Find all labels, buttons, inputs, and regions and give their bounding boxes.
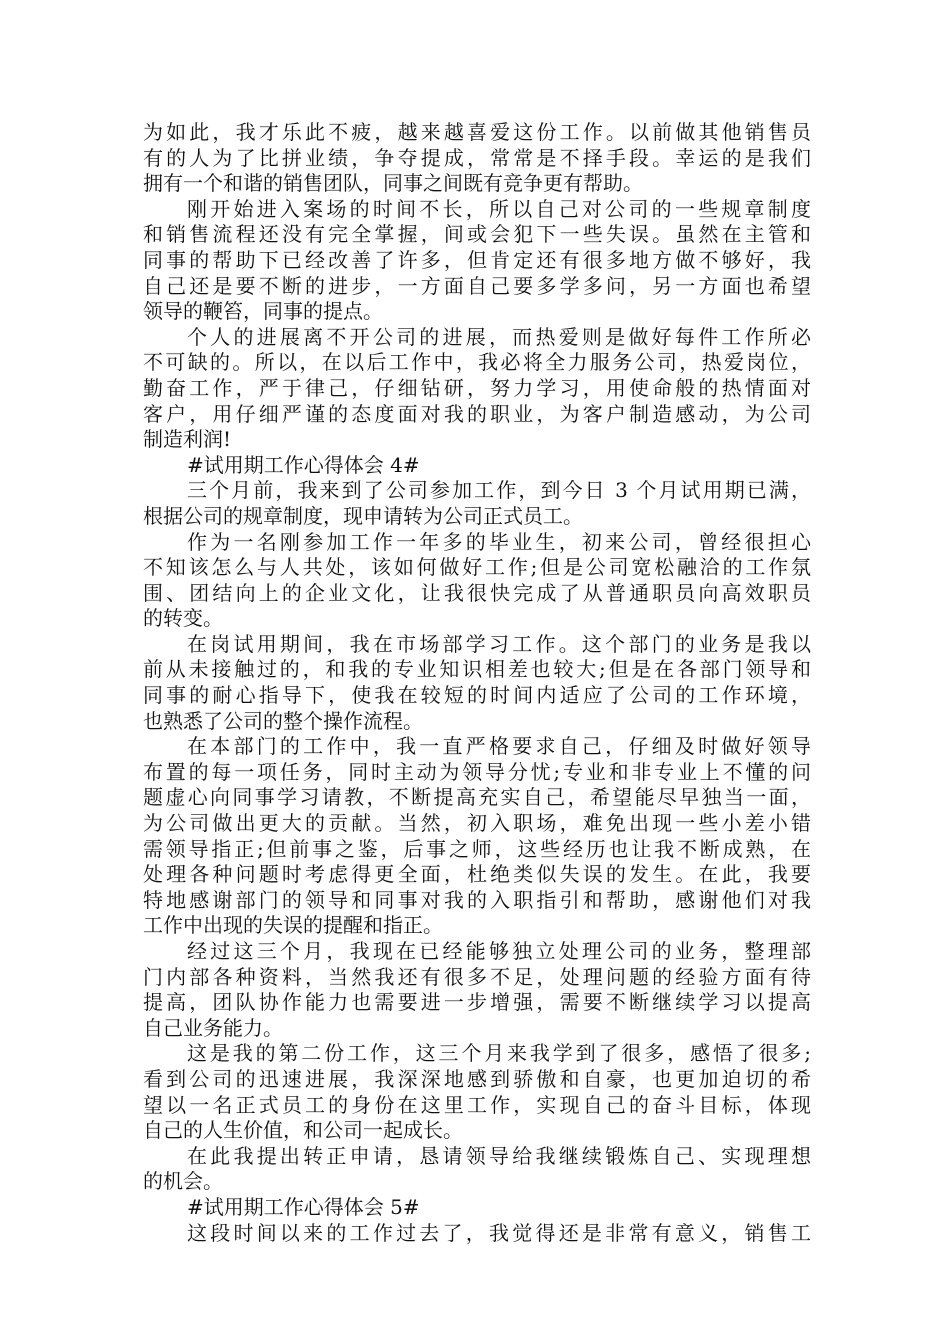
section-heading: #试用期工作心得体会 5# xyxy=(187,1194,420,1219)
text-line: 不知该怎么与人共处，该如何做好工作;但是公司宽松融洽的工作氛 xyxy=(143,555,811,580)
text-line: 在岗试用期间，我在市场部学习工作。这个部门的业务是我以 xyxy=(187,631,811,656)
text-line: 为如此，我才乐此不疲，越来越喜爱这份工作。以前做其他销售员 xyxy=(143,120,811,144)
text-line: 作为一名刚参加工作一年多的毕业生，初来公司，曾经很担心 xyxy=(187,529,811,554)
text-line: 不可缺的。所以，在以后工作中，我必将全力服务公司，热爱岗位， xyxy=(143,350,811,375)
text-line: 在此我提出转正申请，恳请领导给我继续锻炼自己、实现理想 xyxy=(187,1143,811,1168)
text-line: 拥有一个和谐的销售团队，同事之间既有竞争更有帮助。 xyxy=(143,171,643,196)
text-line: 围、团结向上的企业文化，让我很快完成了从普通职员向高效职员 xyxy=(143,580,811,605)
text-line: 有的人为了比拼业绩，争夺提成，常常是不择手段。幸运的是我们 xyxy=(143,145,811,170)
text-line: 自己还是要不断的进步，一方面自己要多学多问，另一方面也希望 xyxy=(143,273,811,298)
text-line: 也熟悉了公司的整个操作流程。 xyxy=(143,708,423,733)
text-line: 领导的鞭笞，同事的提点。 xyxy=(143,299,383,324)
text-line: 处理各种问题时考虑得更全面，杜绝类似失误的发生。在此，我要 xyxy=(143,862,811,887)
text-line: 同事的帮助下已经改善了许多，但肯定还有很多地方做不够好，我 xyxy=(143,247,811,272)
text-line: 布置的每一项任务，同时主动为领导分忧;专业和非专业上不懂的问 xyxy=(143,759,811,784)
text-line: 的转变。 xyxy=(143,606,223,631)
text-line: 同事的耐心指导下，使我在较短的时间内适应了公司的工作环境， xyxy=(143,683,811,708)
text-line: 自己业务能力。 xyxy=(143,1015,283,1040)
text-line: 提高，团队协作能力也需要进一步增强，需要不断继续学习以提高 xyxy=(143,990,811,1015)
text-line: 望以一名正式员工的身份在这里工作，实现自己的奋斗目标，体现 xyxy=(143,1092,811,1117)
text-line: 勤奋工作，严于律己，仔细钻研，努力学习，用使命般的热情面对 xyxy=(143,375,811,400)
text-line: 这是我的第二份工作，这三个月来我学到了很多，感悟了很多; xyxy=(187,1041,811,1066)
text-line: 三个月前，我来到了公司参加工作，到今日 3 个月试用期已满， xyxy=(187,478,811,503)
text-line: 个人的进展离不开公司的进展，而热爱则是做好每件工作所必 xyxy=(187,324,811,349)
text-line: 门内部各种资料，当然我还有很多不足，处理问题的经验方面有待 xyxy=(143,964,811,989)
text-line: 和销售流程还没有完全掌握，间或会犯下一些失误。虽然在主管和 xyxy=(143,222,811,247)
text-line: 看到公司的迅速进展，我深深地感到骄傲和自豪，也更加迫切的希 xyxy=(143,1066,811,1091)
text-line: 客户，用仔细严谨的态度面对我的职业，为客户制造感动，为公司 xyxy=(143,401,811,426)
text-line: 需领导指正;但前事之鉴，后事之师，这些经历也让我不断成熟，在 xyxy=(143,836,811,861)
section-heading: #试用期工作心得体会 4# xyxy=(187,452,420,477)
text-line: 经过这三个月，我现在已经能够独立处理公司的业务，整理部 xyxy=(187,939,811,963)
text-line: 的机会。 xyxy=(143,1169,223,1194)
text-line: 根据公司的规章制度，现申请转为公司正式员工。 xyxy=(143,503,583,528)
text-line: 工作中出现的失误的提醒和指正。 xyxy=(143,913,443,938)
text-line: 题虚心向同事学习请教，不断提高充实自己，希望能尽早独当一面， xyxy=(143,785,811,810)
text-line: 自己的人生价值，和公司一起成长。 xyxy=(143,1118,463,1143)
text-line: 刚开始进入案场的时间不长，所以自己对公司的一些规章制度 xyxy=(187,196,811,221)
text-line: 为公司做出更大的贡献。当然，初入职场，难免出现一些小差小错 xyxy=(143,811,811,836)
document-body xyxy=(143,120,811,1246)
text-line: 制造利润! xyxy=(143,427,232,452)
text-line: 前从未接触过的，和我的专业知识相差也较大;但是在各部门领导和 xyxy=(143,657,811,682)
text-line: 这段时间以来的工作过去了，我觉得还是非常有意义，销售工 xyxy=(187,1220,811,1245)
text-line: 在本部门的工作中，我一直严格要求自己，仔细及时做好领导 xyxy=(187,734,811,759)
text-line: 特地感谢部门的领导和同事对我的入职指引和帮助，感谢他们对我 xyxy=(143,887,811,912)
